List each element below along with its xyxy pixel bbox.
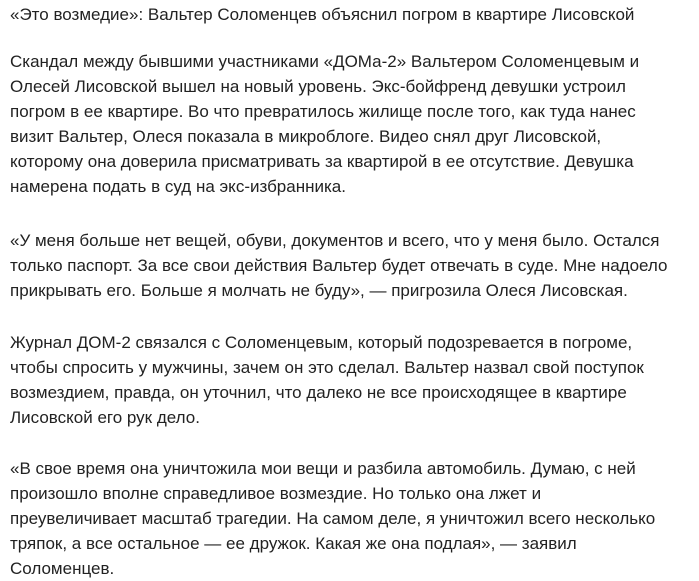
paragraph-line: визит Вальтер, Олеся показала в микроблоге. Видео снял друг Лисовской, <box>10 127 602 146</box>
paragraph-line: Скандал между бывшими участниками «ДОМа-2» Вальтером Соломенцевым и <box>10 52 640 71</box>
article-title: «Это возмедие»: Вальтер Соломенцев объяснил погром в квартире Лисовской <box>10 5 635 24</box>
paragraph-line: «В свое время она уничтожила мои вещи и разбила автомобиль. Думаю, с ней <box>10 459 636 478</box>
paragraph-line: погром в ее квартире. Во что превратилось жилище после того, как туда нанес <box>10 102 636 121</box>
paragraph-line: Журнал ДОМ-2 связался с Соломенцевым, который подозревается в погроме, <box>10 333 633 352</box>
quote-paragraph <box>10 456 655 581</box>
paragraph-line: произошло вполне справедливое возмездие. Но только она лжет и <box>10 484 542 503</box>
article <box>10 0 698 578</box>
paragraph-line: преувеличивает масштаб трагедии. На самом деле, я уничтожил всего несколько <box>10 509 656 528</box>
paragraph-line: «У меня больше нет вещей, обуви, документов и всего, что у меня было. Остался <box>10 231 660 250</box>
paragraph-line: Олесей Лисовской вышел на новый уровень. Экс-бойфренд девушки устроил <box>10 77 626 96</box>
quote-paragraph <box>10 228 668 303</box>
article-paragraph <box>10 49 639 199</box>
paragraph-line: прикрывать его. Больше я молчать не буду», — пригрозила Олеся Лисовская. <box>10 281 628 300</box>
paragraph-line: тряпок, а все остальное — ее дружок. Какая же она подлая», — заявил <box>10 534 577 553</box>
paragraph-line: только паспорт. За все свои действия Вальтер будет отвечать в суде. Мне надоело <box>10 256 668 275</box>
paragraph-line: чтобы спросить у мужчины, зачем он это сделал. Вальтер назвал свой поступок <box>10 358 644 377</box>
paragraph-line: намерена подать в суд на экс-избранника. <box>10 177 346 196</box>
paragraph-line: Соломенцев. <box>10 559 115 578</box>
paragraph-line: которому она доверила присматривать за квартирой в ее отсутствие. Девушка <box>10 152 634 171</box>
article-paragraph <box>10 330 644 430</box>
paragraph-line: Лисовской его рук дело. <box>10 408 200 427</box>
paragraph-line: возмездием, правда, он уточнил, что далеко не все происходящее в квартире <box>10 383 627 402</box>
